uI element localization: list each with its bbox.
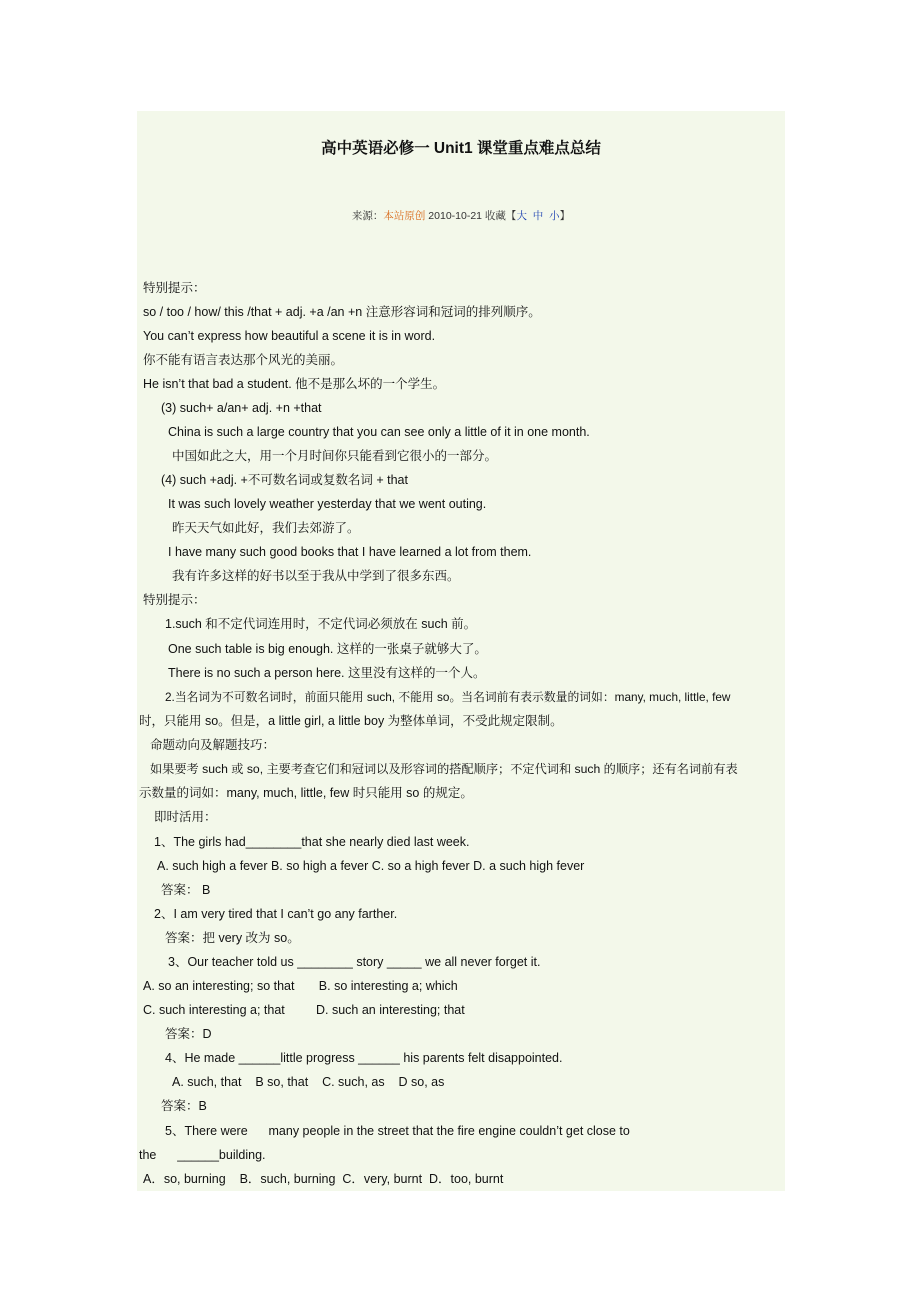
- text-line: You can’t express how beautiful a scene it is in word.: [143, 329, 436, 343]
- text-line: 即时活用：: [154, 810, 217, 824]
- font-size-large-link[interactable]: 大: [516, 210, 527, 222]
- text-line: (4) such +adj. +不可数名词或复数名词 + that: [161, 473, 408, 487]
- text-line: 示数量的词如：many, much, little, few 时只能用 so 的规定。: [139, 786, 473, 800]
- text-line: (3) such+ a/an+ adj. +n +that: [161, 401, 322, 415]
- text-line: 1、The girls had________that she nearly died last week.: [154, 835, 470, 849]
- text-line: 你不能有语言表达那个风光的美丽。: [143, 353, 344, 367]
- text-line: 答案：把 very 改为 so。: [165, 931, 300, 945]
- text-line: A. so an interesting; so that B. so interesting a; which: [143, 979, 458, 993]
- text-line: One such table is big enough. 这样的一张桌子就够大了。: [168, 642, 487, 656]
- text-line: 我有许多这样的好书以至于我从中学到了很多东西。: [172, 569, 460, 583]
- font-size-small-link[interactable]: 小: [549, 210, 560, 222]
- text-line: He isn’t that bad a student. 他不是那么坏的一个学生。: [143, 377, 446, 391]
- text-line: 时，只能用 so。但是，a little girl, a little boy 为整体单词，不受此规定限制。: [139, 714, 563, 728]
- text-line: It was such lovely weather yesterday that we went outing.: [168, 497, 487, 511]
- text-line: China is such a large country that you can see only a little of it in one month.: [168, 425, 590, 439]
- text-line: 3、Our teacher told us ________ story _____ we all never forget it.: [168, 955, 541, 969]
- text-line: 2、I am very tired that I can’t go any farther.: [154, 907, 398, 921]
- text-line: 命题动向及解题技巧：: [150, 738, 276, 752]
- meta-suffix: 】: [559, 210, 571, 222]
- source-link[interactable]: 本站原创: [383, 210, 426, 222]
- text-line: so / too / how/ this /that + adj. +a /an +n 注意形容词和冠词的排列顺序。: [143, 305, 541, 319]
- text-line: 5、There were many people in the street that the fire engine couldn’t get close to: [165, 1124, 630, 1138]
- meta-date: 2010-10-21 收藏【: [428, 210, 517, 222]
- text-line: the ______building.: [139, 1148, 266, 1162]
- text-line: 答案： B: [161, 883, 211, 897]
- text-line: 特别提示：: [143, 593, 206, 607]
- text-line: A. such high a fever B. so high a fever C. so a high fever D. a such high fever: [157, 859, 585, 873]
- meta-prefix: 来源：: [351, 210, 384, 222]
- article-meta: [137, 208, 785, 223]
- text-line: 昨天天气如此好，我们去郊游了。: [172, 521, 360, 535]
- text-line: 答案：D: [165, 1027, 212, 1041]
- text-line: 1.such 和不定代词连用时，不定代词必须放在 such 前。: [165, 617, 477, 631]
- text-line: 特别提示：: [143, 281, 206, 295]
- text-line: There is no such a person here. 这里没有这样的一个人。: [168, 666, 486, 680]
- text-line: I have many such good books that I have learned a lot from them.: [168, 545, 532, 559]
- text-line: 如果要考 such 或 so, 主要考查它们和冠词以及形容词的搭配顺序；不定代词和 such 的顺序；还有名词前有表: [150, 762, 738, 776]
- page-title: 高中英语必修一 Unit1 课堂重点难点总结: [321, 140, 601, 157]
- text-line: 2.当名词为不可数名词时，前面只能用 such, 不能用 so。当名词前有表示数量的词如：many, much, little, few: [165, 690, 731, 704]
- text-line: 中国如此之大，用一个月时间你只能看到它很小的一部分。: [172, 449, 498, 463]
- text-line: C. such interesting a; that D. such an interesting; that: [143, 1003, 465, 1017]
- text-line: 4、He made ______little progress ______ his parents felt disappointed.: [165, 1051, 563, 1065]
- text-line: 答案：B: [161, 1099, 207, 1113]
- text-line: A．so, burning B．such, burning C．very, burnt D．too, burnt: [143, 1172, 504, 1186]
- text-line: A. such, that B so, that C. such, as D so, as: [172, 1075, 445, 1089]
- font-size-medium-link[interactable]: 中: [532, 210, 544, 222]
